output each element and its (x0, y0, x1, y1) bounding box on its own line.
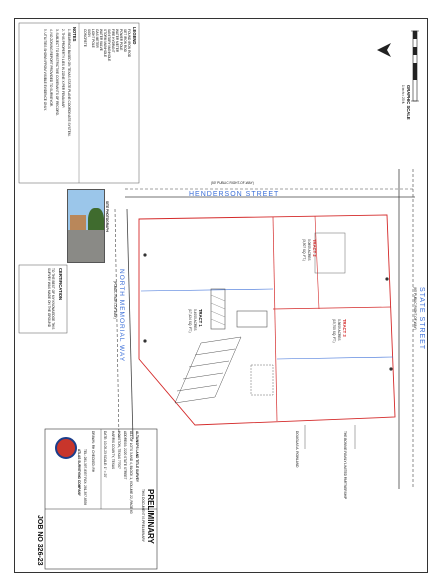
tract-sf: (17,424 SQ. FT.) (188, 309, 192, 333)
graphic-scale (401, 27, 423, 120)
legend-item: WATER METER (115, 29, 119, 53)
certification-title: CERTIFICATION (58, 268, 63, 301)
surveyor-seal-icon (55, 437, 77, 459)
site-photograph (67, 189, 105, 263)
tract-sf: (3,507 SQ. FT.) (302, 239, 306, 261)
street-label-state: STATE STREET (418, 287, 425, 351)
legend-item: STORM MANHOLE (103, 29, 107, 58)
street-label-henderson: HENDERSON STREET (189, 191, 280, 198)
adjoiner-label: DOUGLAS A. ROWLAND (295, 431, 299, 468)
city-line: HOUSTON, TEXAS 77007 (117, 431, 121, 469)
legend (79, 25, 139, 181)
address-label: ADDRESS: 2220 STATE STREET (123, 431, 127, 480)
north-arrow-icon (375, 39, 393, 61)
legend-item: CONCRETE (83, 29, 87, 47)
preliminary-note: THIS DOCUMENT IS PRELIMINARY (141, 489, 145, 542)
company-line: ATLAS SURVEYING COMPANY (77, 449, 81, 496)
note-item: 4. NO ZONING REPORT PROVIDED TO SURVEYOR. (49, 29, 53, 107)
tract-name: TRACT 2 (312, 239, 317, 257)
legend-item: SANITARY MANHOLE (107, 29, 111, 62)
legend-item: WATER VALVE (99, 29, 103, 51)
notes-title: NOTES (72, 27, 77, 42)
street-row-henderson: (50' PUBLIC RIGHT-OF-WAY) (211, 181, 254, 185)
street-row-north-memorial: (PUBLIC RIGHT-OF-WAY) (113, 281, 117, 319)
street-row-state: (80' PUBLIC RIGHT-OF-WAY) (413, 287, 417, 330)
legend-item: LIGHT POLE (91, 29, 95, 48)
job-number: JOB NO 326-23 (36, 515, 43, 566)
county-line: HARRIS COUNTY, TEXAS (111, 431, 115, 470)
tract-name: TRACT 3 (342, 319, 347, 337)
legend-item: SIGN (87, 29, 91, 37)
site-photo-label: SITE PHOTOGRAPH (105, 201, 109, 232)
tract-sf: (15,700 SQ. FT.) (332, 319, 336, 343)
note-item: 3. SUBJECT TO RESTRICTIVE COVENANTS OF RECORD. (55, 29, 59, 116)
survey-title: ALTA/NSPS LAND TITLE SURVEY (135, 431, 139, 483)
company-line: TEL: 281-397-8357 FAX: 281-397-8358 (83, 449, 87, 505)
tract-description: ALL OF LOTS 3 AND 4, BLOCK 1, VOLUME 22, PAGE 60 (129, 431, 133, 514)
certification (19, 265, 67, 333)
tract-area: 0.0805 ACRES (307, 239, 311, 261)
photo-ground (68, 230, 104, 262)
legend-item: POWER POLE (119, 29, 123, 51)
note-item: 5. UTILITIES SHOWN FROM VISIBLE EVIDENCE ONLY. (43, 29, 47, 111)
graphic-scale-title: GRAPHIC SCALE (406, 85, 411, 120)
tract-area: 0.3609 ACRES (337, 319, 341, 341)
note-item: 2. THIS PROPERTY LIES IN ZONE X PER FEMA MAP. (61, 29, 65, 108)
street-label-north-memorial: NORTH MEMORIAL WAY (118, 269, 125, 363)
notes (19, 25, 79, 181)
certification-text: TO THE BEST OF MY KNOWLEDGE THIS SURVEY WAS MADE ON THE GROUND (47, 268, 55, 330)
survey-sheet (14, 18, 428, 573)
legend-item: SET IRON ROD (123, 29, 127, 52)
graphic-scale-unit: 1 inch = 20 ft. (401, 85, 405, 105)
note-item: 1. BEARINGS BASED ON TEXAS STATE PLANE COORDINATE SYSTEM. (67, 29, 71, 137)
tract-area: 0.4000 ACRES (193, 309, 197, 331)
drawn-line: DRAWN: RH CHECKED: RH (91, 431, 95, 473)
legend-item: GAS METER (95, 29, 99, 48)
scale-line: DATE: 10-05-23 SCALE: 1" = 20' (103, 431, 107, 478)
adjoiner-label: THE BONNIE FAMILY LIMITED PARTNERSHIP (343, 431, 347, 500)
preliminary-label: PRELIMINARY (146, 489, 155, 544)
legend-item: FIRE HYDRANT (111, 29, 115, 53)
tract-name: TRACT 1 (198, 309, 203, 327)
legend-title: LEGEND (132, 27, 137, 45)
legend-item: FOUND IRON ROD (127, 29, 131, 58)
